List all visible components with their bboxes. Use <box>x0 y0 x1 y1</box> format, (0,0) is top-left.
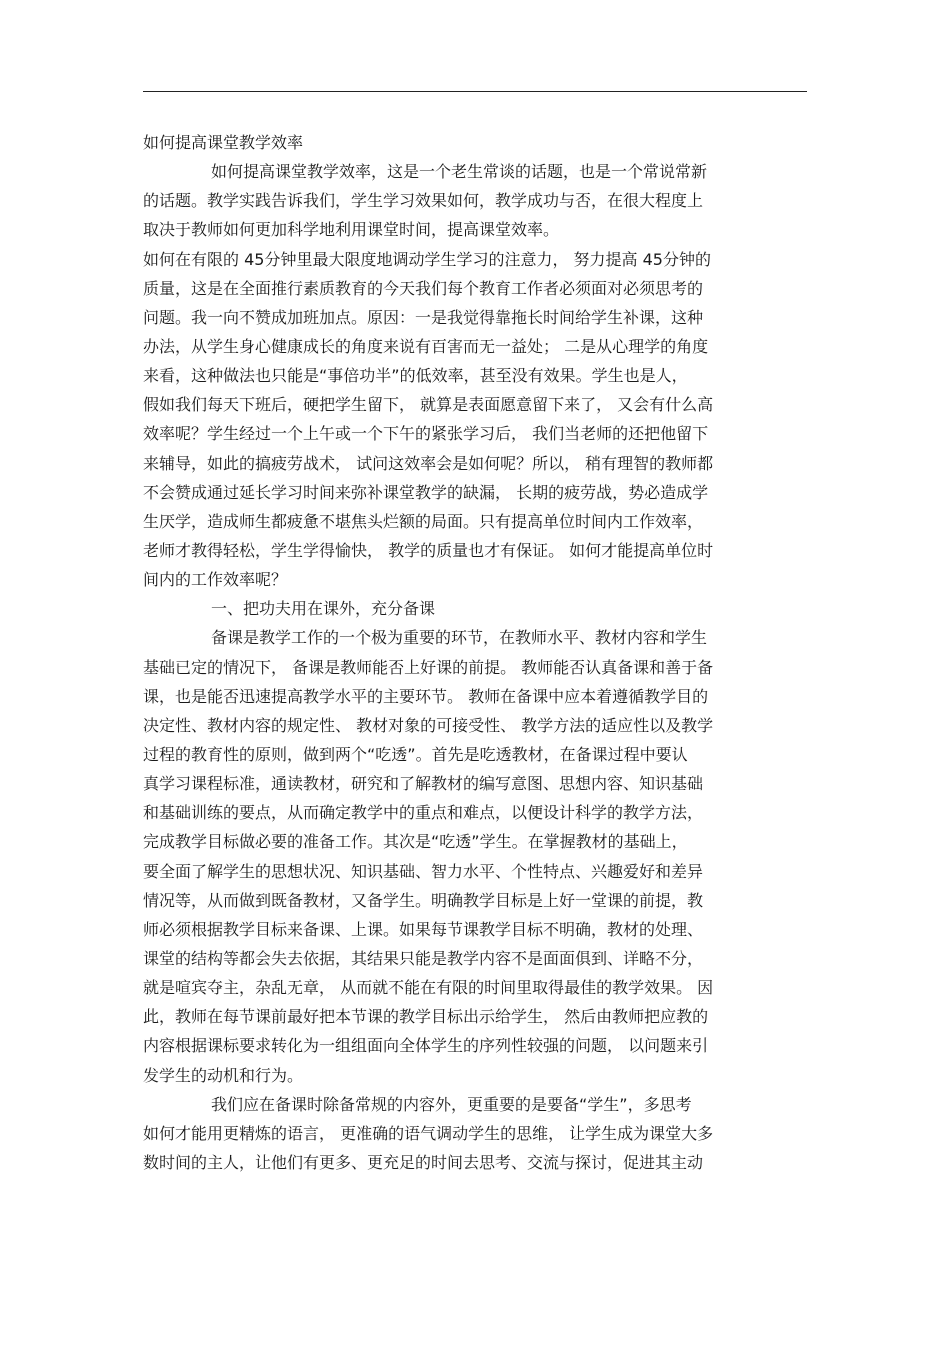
text-line: 课堂的结构等都会失去依据，其结果只能是教学内容不是面面俱到、详略不分， <box>143 948 704 968</box>
text-line: 如何在有限的 45分钟里最大限度地调动学生学习的注意力， 努力提高 45分钟的 <box>143 249 711 269</box>
text-line: 问题。我一向不赞成加班加点。原因：一是我觉得靠拖长时间给学生补课，这种 <box>143 307 704 327</box>
text-line: 备课是教学工作的一个极为重要的环节，在教师水平、教材内容和学生 <box>211 628 708 648</box>
text-line: 的话题。教学实践告诉我们，学生学习效果如何，教学成功与否，在很大程度上 <box>143 191 704 211</box>
text-line: 真学习课程标准，通读教材，研究和了解教材的编写意图、思想内容、知识基础 <box>143 774 704 794</box>
text-line: 效率呢？学生经过一个上午或一个下午的紧张学习后， 我们当老师的还把他留下 <box>143 424 709 444</box>
text-line: 此，教师在每节课前最好把本节课的教学目标出示给学生， 然后由教师把应教的 <box>143 1007 709 1027</box>
text-line: 不会赞成通过延长学习时间来弥补课堂教学的缺漏， 长期的疲劳战，势必造成学 <box>143 482 709 502</box>
text-line: 完成教学目标做必要的准备工作。其次是“吃透”学生。在掌握教材的基础上， <box>143 832 688 852</box>
text-line: 如何才能用更精炼的语言， 更准确的语气调动学生的思维， 让学生成为课堂大多 <box>143 1123 714 1143</box>
text-line: 情况等，从而做到既备教材，又备学生。明确教学目标是上好一堂课的前提，教 <box>143 890 704 910</box>
text-line: 老师才教得轻松，学生学得愉快， 教学的质量也才有保证。 如何才能提高单位时 <box>143 540 714 560</box>
text-line: 假如我们每天下班后，硬把学生留下， 就算是表面愿意留下来了， 又会有什么高 <box>143 395 714 415</box>
text-line: 过程的教育性的原则，做到两个“吃透”。首先是吃透教材，在备课过程中要认 <box>143 744 688 764</box>
text-line: 师必须根据教学目标来备课、上课。如果每节课教学目标不明确，教材的处理、 <box>143 919 704 939</box>
text-line: 和基础训练的要点，从而确定教学中的重点和难点，以便设计科学的教学方法， <box>143 803 704 823</box>
text-line: 生厌学，造成师生都疲惫不堪焦头烂额的局面。只有提高单位时间内工作效率， <box>143 511 704 531</box>
text-line: 办法，从学生身心健康成长的角度来说有百害而无一益处； 二是从心理学的角度 <box>143 336 709 356</box>
text-line: 基础已定的情况下， 备课是教师能否上好课的前提。 教师能否认真备课和善于备 <box>143 657 714 677</box>
text-line: 来看，这种做法也只能是“事倍功半”的低效率，甚至没有效果。学生也是人， <box>143 366 688 386</box>
text-line: 内容根据课标要求转化为一组组面向全体学生的序列性较强的问题， 以问题来引 <box>143 1036 709 1056</box>
text-line: 取决于教师如何更加科学地利用课堂时间，提高课堂效率。 <box>143 220 560 240</box>
text-line: 课，也是能否迅速提高教学水平的主要环节。 教师在备课中应本着遵循教学目的 <box>143 686 709 706</box>
document-title: 如何提高课堂教学效率 <box>143 133 304 152</box>
header-rule <box>143 91 807 92</box>
text-line: 来辅导，如此的搞疲劳战术， 试问这效率会是如何呢？所以， 稍有理智的教师都 <box>143 453 714 473</box>
document-body <box>143 128 807 1177</box>
text-line: 如何提高课堂教学效率，这是一个老生常谈的话题，也是一个常说常新 <box>211 162 708 182</box>
text-line: 我们应在备课时除备常规的内容外，更重要的是要备“学生”，多思考 <box>211 1094 692 1114</box>
text-line: 质量，这是在全面推行素质教育的今天我们每个教育工作者必须面对必须思考的 <box>143 278 704 298</box>
text-line: 发学生的动机和行为。 <box>143 1065 304 1085</box>
text-line: 就是喧宾夺主，杂乱无章， 从而就不能在有限的时间里取得最佳的教学效果。 因 <box>143 978 714 998</box>
text-line: 数时间的主人，让他们有更多、更充足的时间去思考、交流与探讨，促进其主动 <box>143 1152 704 1172</box>
text-line: 要全面了解学生的思想状况、知识基础、智力水平、个性特点、兴趣爱好和差异 <box>143 861 704 881</box>
text-line: 决定性、教材内容的规定性、 教材对象的可接受性、 教学方法的适应性以及教学 <box>143 715 714 735</box>
text-line: 间内的工作效率呢？ <box>143 570 288 590</box>
text-line: 一、把功夫用在课外，充分备课 <box>211 599 436 619</box>
